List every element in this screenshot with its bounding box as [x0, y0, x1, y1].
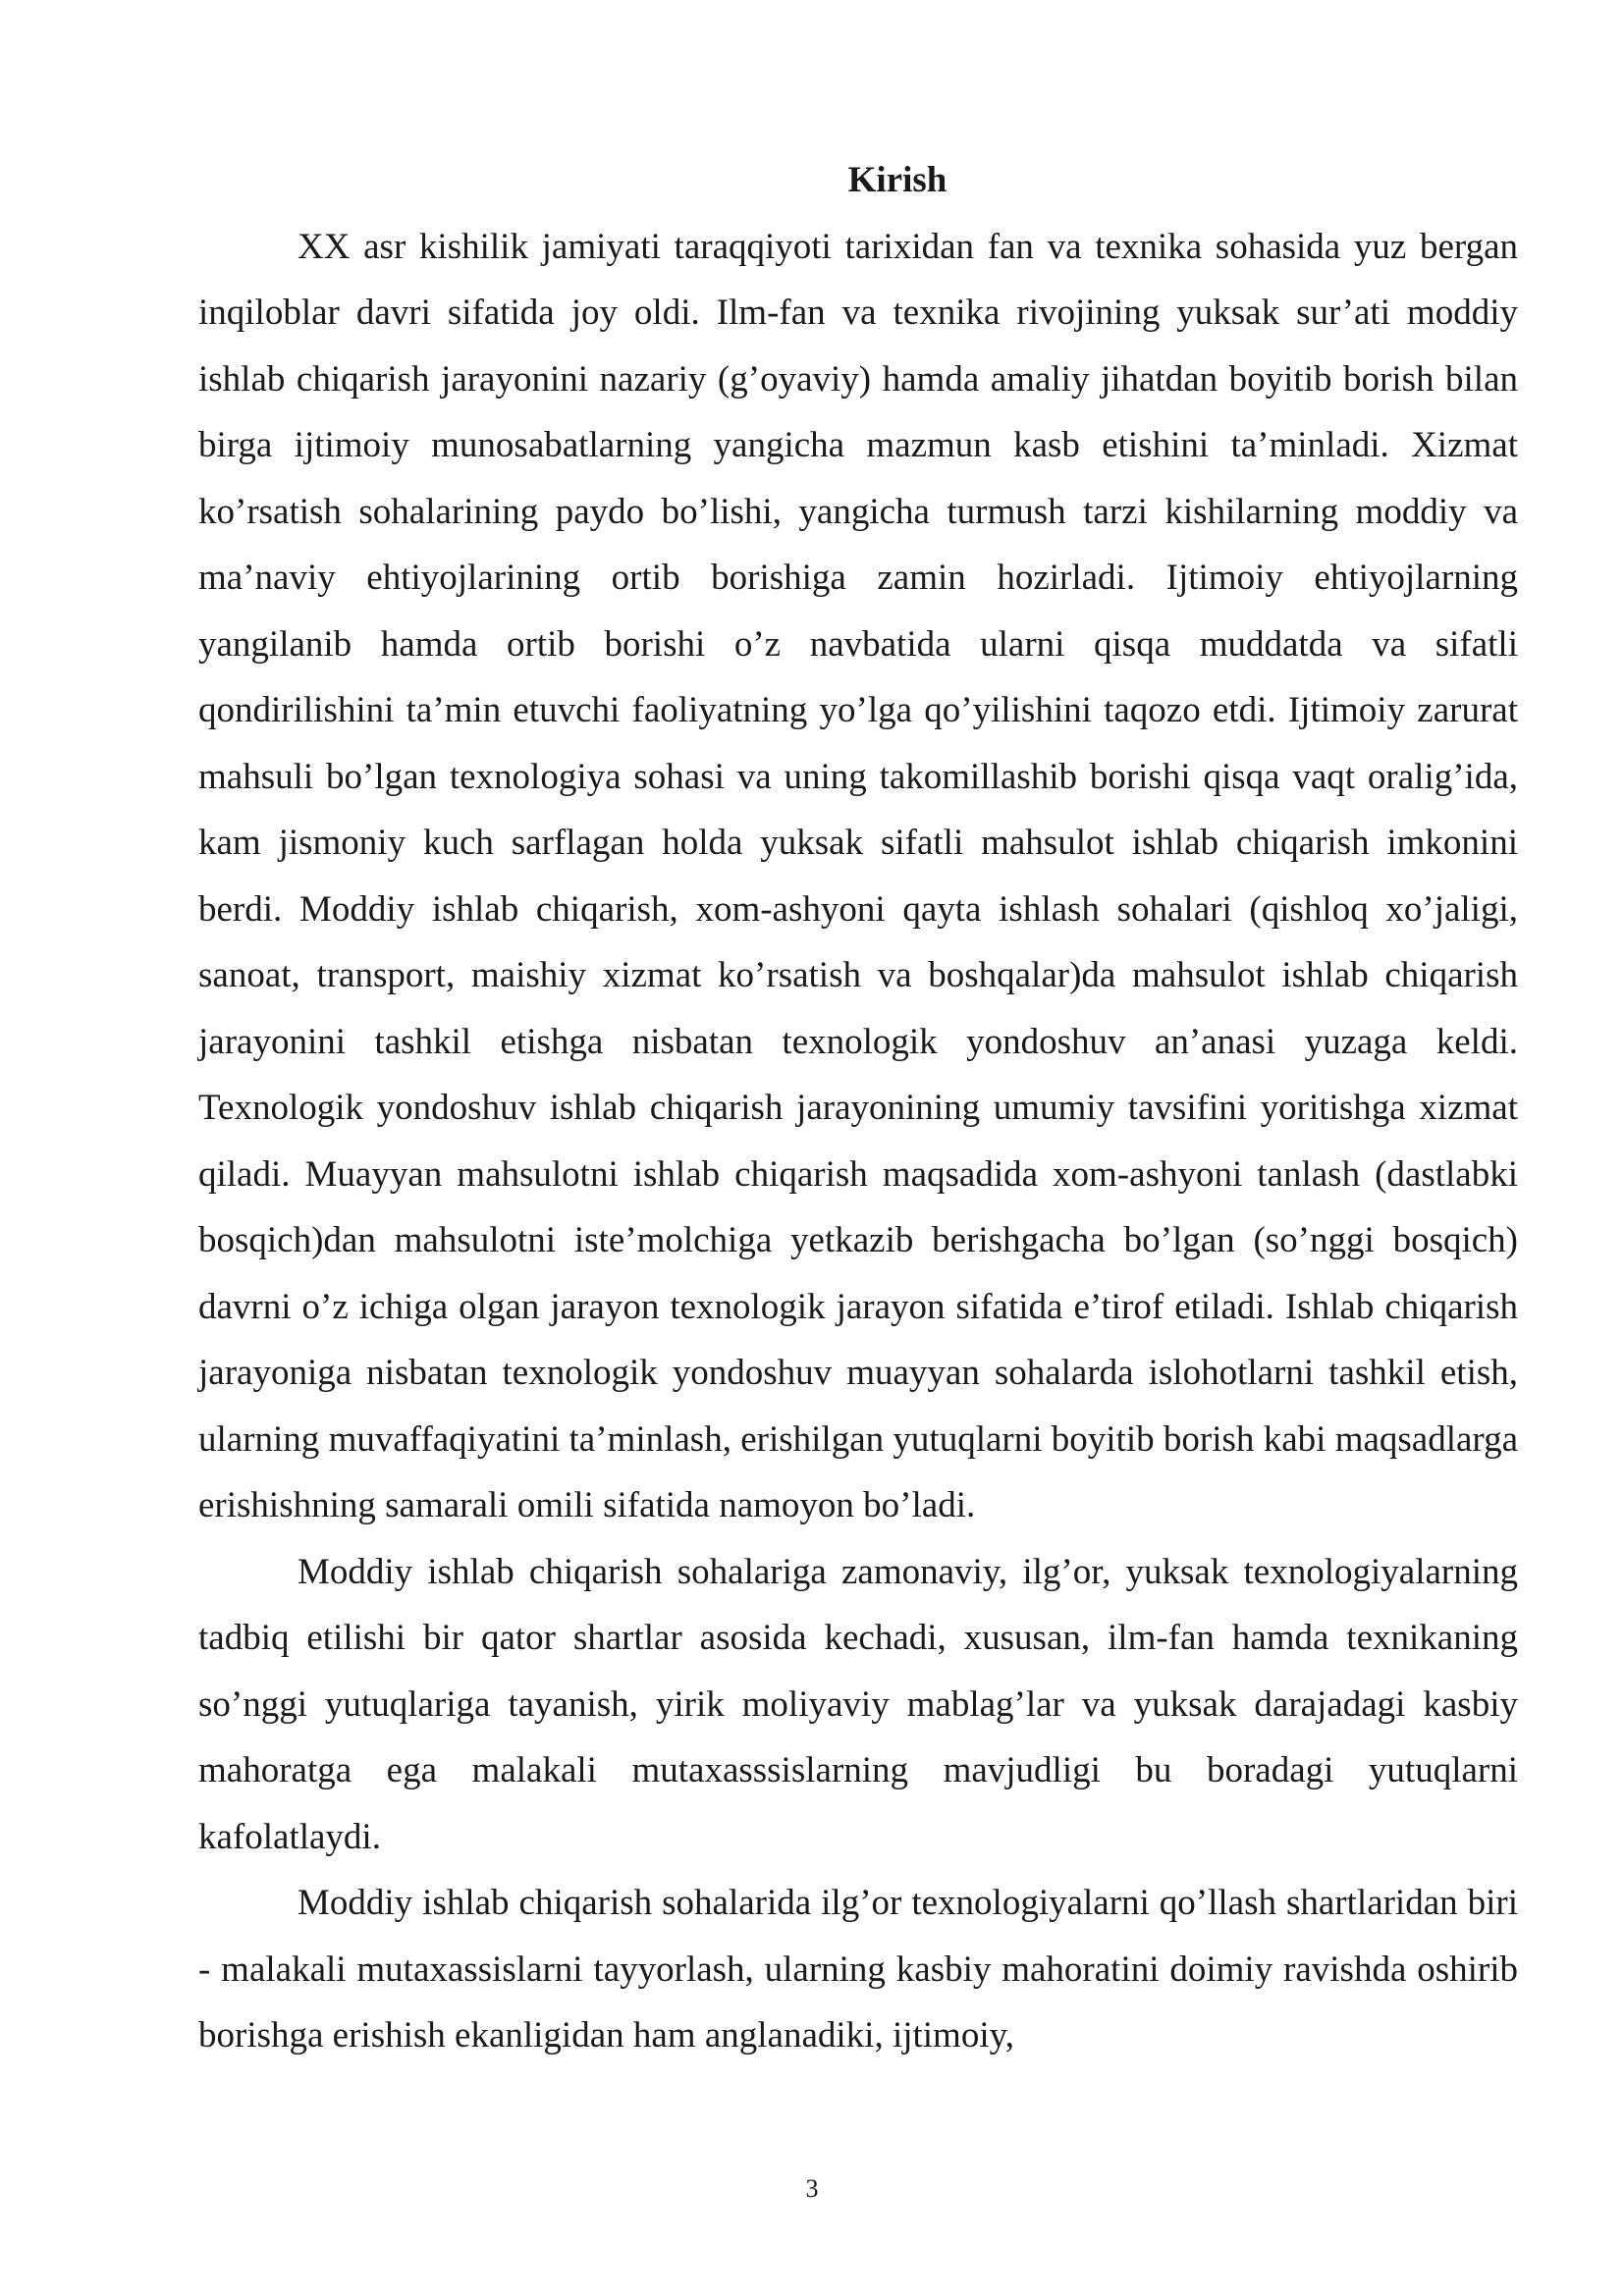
document-page — [198, 147, 1518, 2069]
document-title: Kirish — [847, 160, 947, 200]
paragraph-1: XX asr kishilik jamiyati taraqqiyoti tarixidan fan va texnika sohasida yuz bergan inqiloblar davri sifatida joy oldi. Ilm-fan va texnika rivojining yuksak sur’ati moddiy ishlab chiqarish jarayonini nazariy (g’oyaviy) hamda amaliy jihatdan boyitib borish bilan birga ijtimoiy munosabatlarning yangicha mazmun kasb etishini ta’minladi. Xizmat ko’rsatish sohalarining paydo bo’lishi, yangicha turmush tarzi kishilarning moddiy va ma’naviy ehtiyojlarining ortib borishiga zamin hozirladi. Ijtimoiy ehtiyojlarning yangilanib hamda ortib borishi o’z navbatida ularni qisqa muddatda va sifatli qondirilishini ta’min etuvchi faoliyatning yo’lga qo’yilishini taqozo etdi. Ijtimoiy zarurat mahsuli bo’lgan texnologiya sohasi va uning takomillashib borishi qisqa vaqt oralig’ida, kam jismoniy kuch sarflagan holda yuksak sifatli mahsulot ishlab chiqarish imkonini berdi. Moddiy ishlab chiqarish, xom-ashyoni qayta ishlash sohalari (qishloq xo’jaligi, sanoat, transport, maishiy xizmat ko’rsatish va boshqalar)da mahsulot ishlab chiqarish jarayonini tashkil etishga nisbatan texnologik yondoshuv an’anasi yuzaga keldi. Texnologik yondoshuv ishlab chiqarish jarayonining umumiy tavsifini yoritishga xizmat qiladi. Muayyan mahsulotni ishlab chiqarish maqsadida xom-ashyoni tanlash (dastlabki bosqich)dan mahsulotni iste’molchiga yetkazib berishgacha bo’lgan (so’nggi bosqich) davrni o’z ichiga olgan jarayon texnologik jarayon sifatida e’tirof etiladi. Ishlab chiqarish jarayoniga nisbatan texnologik yondoshuv muayyan sohalarda islohotlarni tashkil etish, ularning muvaffaqiyatini ta’minlash, erishilgan yutuqlarni boyitib borish kabi maqsadlarga erishishning samarali omili sifatida namoyon bo’ladi. — [198, 226, 1518, 1525]
paragraph-2: Moddiy ishlab chiqarish sohalariga zamonaviy, ilg’or, yuksak texnologiyalarning tadbiq etilishi bir qator shartlar asosida kechadi, xususan, ilm-fan hamda texnikaning so’nggi yutuqlariga tayanish, yirik moliyaviy mablag’lar va yuksak darajadagi kasbiy mahoratga ega malakali mutaxasssislarning mavjudligi bu boradagi yutuqlarni kafolatlaydi. — [198, 1551, 1518, 1857]
paragraph-3: Moddiy ishlab chiqarish sohalarida ilg’or texnologiyalarni qo’llash shartlaridan biri - malakali mutaxassislarni tayyorlash, ularning kasbiy mahoratini doimiy ravishda oshirib borishga erishish ekanligidan ham anglanadiki, ijtimoiy, — [198, 1883, 1518, 2056]
page-number: 3 — [805, 2174, 819, 2203]
